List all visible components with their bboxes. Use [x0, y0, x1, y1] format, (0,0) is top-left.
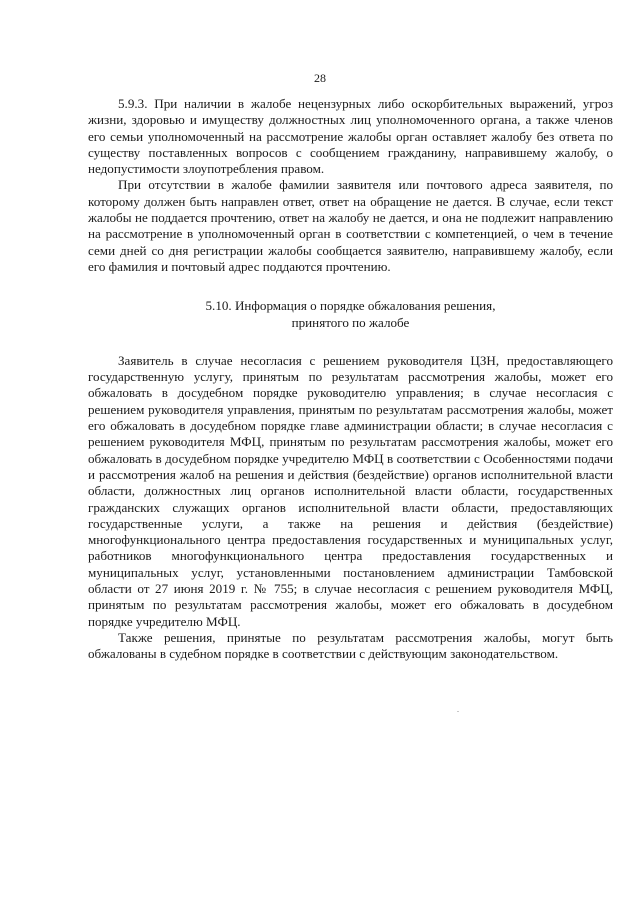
paragraph-no-surname: При отсутствии в жалобе фамилии заявителя или почтового адреса заявителя, по которому должен быть направлен ответ, ответ на обращение не дается. В случае, если текст жалобы не поддается прочтению, ответ на жалобу не дается, и она не подлежит направлению на рассмотрение в уполномоченный орган в соответствии с компетенцией, о чем в течение семи дней со дня регистрации жалобы сообщается заявителю, направившему жалобу, если его фамилия и почтовый адрес поддаются прочтению.: [88, 177, 613, 274]
document-body: [88, 96, 613, 663]
paragraph-judicial-appeal: Также решения, принятые по результатам рассмотрения жалобы, могут быть обжалованы в судебном порядке в соответствии с действующим законодательством.: [88, 629, 613, 662]
paragraph-appeal-procedure: Заявитель в случае несогласия с решением руководителя ЦЗН, предоставляющего государственную услугу, принятым по результатам рассмотрения жалобы, может его обжаловать в досудебном порядке руководителю управления; в случае несогласия с решением руководителя управления, принятым по результатам рассмотрения жалобы, может его обжаловать в досудебном порядке главе администрации области; в случае несогласия с решением руководителя МФЦ, принятым по результатам рассмотрения жалобы, может его обжаловать в досудебном порядке учредителю МФЦ в соответствии с Особенностями подачи и рассмотрения жалоб на решения и действия (бездействие) органов исполнительной власти области, должностных лиц органов исполнительной власти области, государственных гражданских служащих органов исполнительной власти области, предоставляющих государственные услуги, а также на решения и действия (бездействие) многофункционального центра предоставления государственных и муниципальных услуг, работников многофункционального центра предоставления государственных и муниципальных услуг, установленными постановлением администрации Тамбовской области от 27 июня 2019 г. № 755; в случае несогласия с решением руководителя МФЦ, принятым по результатам рассмотрения жалобы, может его обжаловать в досудебном порядке учредителю МФЦ.: [88, 352, 613, 629]
scan-artifact: [457, 711, 459, 712]
section-heading-5-10: [88, 298, 613, 331]
section-heading-line-1: 5.10. Информация о порядке обжалования решения,: [205, 298, 496, 314]
page-number: 28: [314, 71, 326, 85]
paragraph-5-9-3: 5.9.3. При наличии в жалобе нецензурных либо оскорбительных выражений, угроз жизни, здоровью и имуществу должностных лиц уполномоченного органа, а также членов его семьи уполномоченный на рассмотрение жалобы орган оставляет жалобу без ответа по существу поставленных вопросов с сообщением гражданину, направившему жалобу, о недопустимости злоупотребления правом.: [88, 96, 613, 177]
section-heading-line-2: принятого по жалобе: [291, 314, 410, 330]
